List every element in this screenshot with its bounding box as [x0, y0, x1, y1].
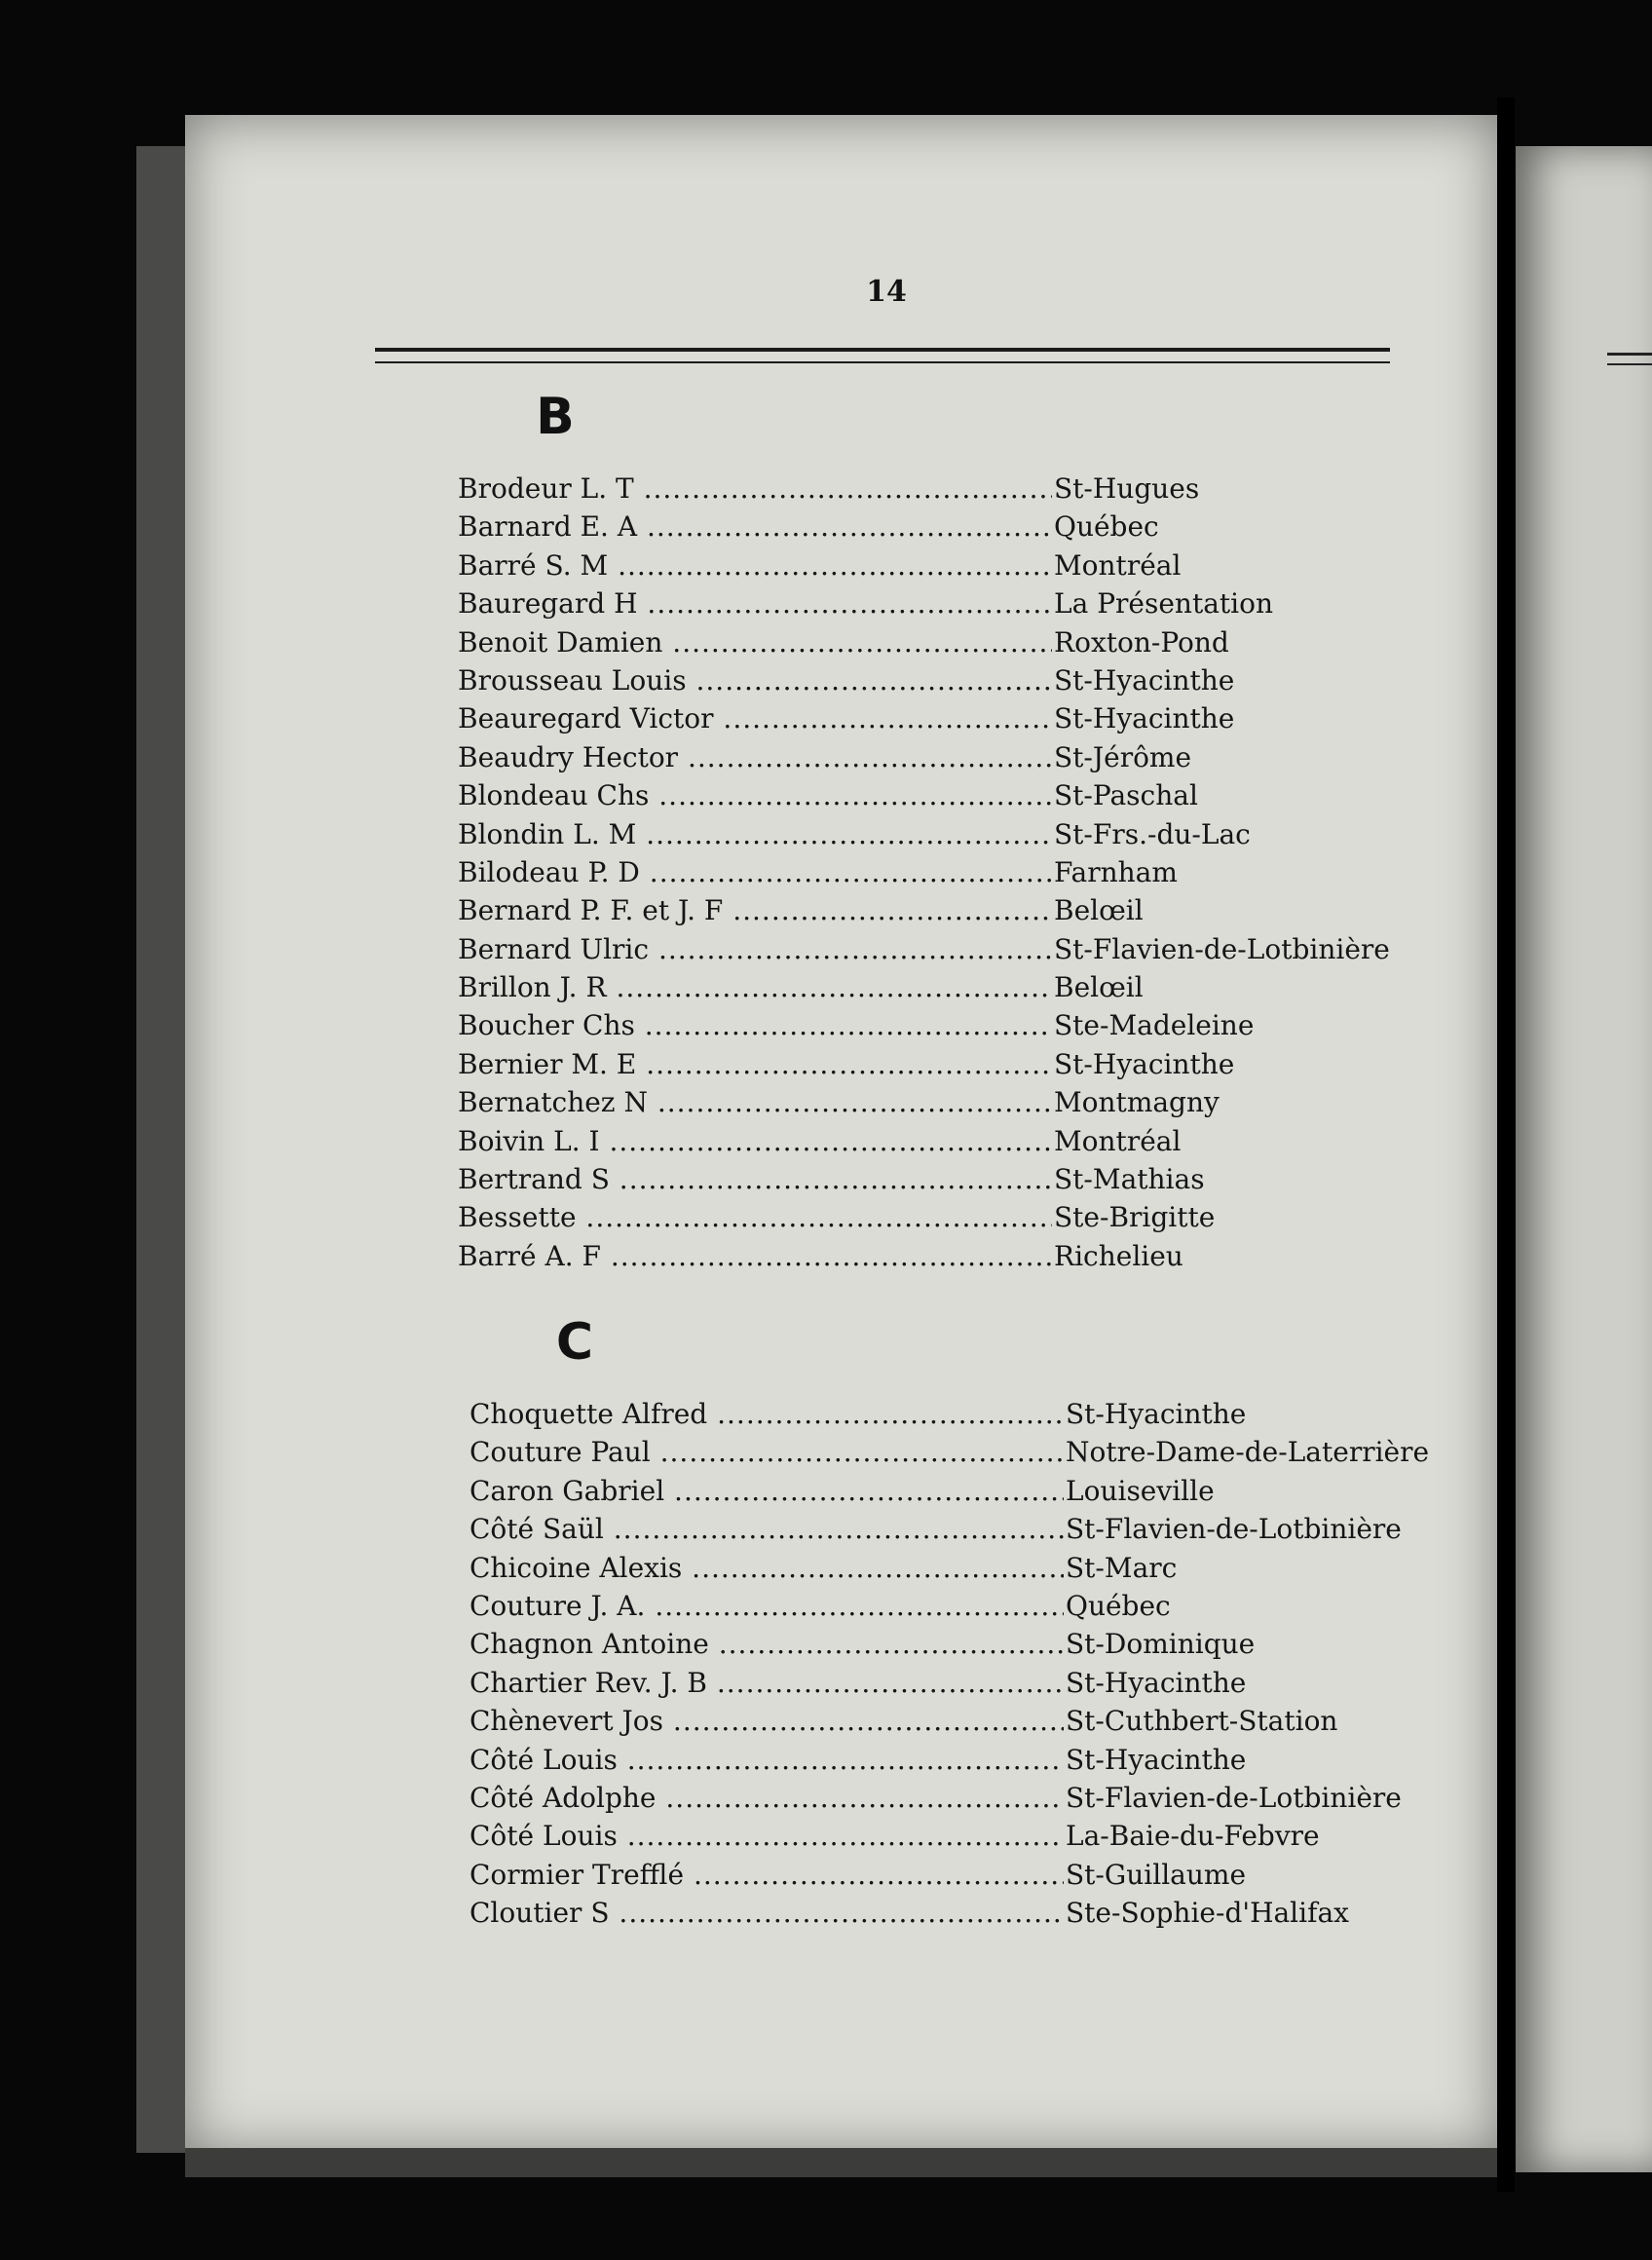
entry-place: Louiseville [1066, 1474, 1215, 1507]
entry-name: Bernier M. E ..... [458, 1045, 1052, 1083]
section-c-list [469, 1395, 1444, 1932]
list-item [458, 584, 1432, 622]
list-item [469, 1779, 1444, 1817]
entry-name: Chènevert Jos ..... [469, 1702, 1064, 1740]
entry-place: Montréal [1054, 1124, 1182, 1157]
entry-place: Montréal [1054, 548, 1182, 582]
entry-place: La-Baie-du-Febvre [1066, 1820, 1320, 1853]
list-item [458, 546, 1432, 584]
entry-name: Blondin L. M ..... [458, 815, 1052, 853]
list-item [458, 1083, 1432, 1121]
list-item [458, 815, 1432, 853]
list-item [469, 1625, 1444, 1663]
entry-name: Côté Adolphe ..... [469, 1779, 1064, 1817]
entry-place: Notre-Dame-de-Laterrière [1066, 1436, 1430, 1469]
entry-place: St-Hyacinthe [1054, 663, 1235, 697]
entry-name: Bilodeau P. D ..... [458, 853, 1052, 891]
entry-place: La Présentation [1054, 587, 1273, 621]
entry-name: Boucher Chs ..... [458, 1006, 1052, 1044]
entry-name: Bernard Ulric ..... [458, 930, 1052, 968]
entry-name: Beauregard Victor ..... [458, 699, 1052, 737]
entry-place: Montmagny [1054, 1086, 1220, 1119]
book-gutter [1497, 97, 1515, 2192]
entry-place: St-Guillaume [1066, 1858, 1247, 1891]
entry-place: St-Paschal [1054, 779, 1198, 812]
list-item [469, 1741, 1444, 1779]
entry-place: St-Flavien-de-Lotbinière [1066, 1781, 1402, 1814]
entry-place: Belœil [1054, 894, 1144, 927]
list-item [458, 699, 1432, 737]
entry-place: Ste-Brigitte [1054, 1201, 1216, 1234]
list-item [469, 1433, 1444, 1471]
entry-name: Barré S. M ..... [458, 546, 1052, 584]
list-item [458, 891, 1432, 929]
section-letter-c: C [555, 1313, 594, 1372]
page-edge-left [136, 146, 187, 2153]
entry-name: Barnard E. A ..... [458, 508, 1052, 546]
entry-name: Benoit Damien ..... [458, 623, 1052, 661]
section-letter-b: B [536, 388, 575, 446]
list-item [458, 623, 1432, 661]
entry-name: Côté Saül ..... [469, 1510, 1064, 1548]
adjacent-page-rule [1607, 353, 1652, 365]
list-item [469, 1856, 1444, 1894]
entry-name: Couture J. A. ..... [469, 1587, 1064, 1625]
entry-name: Bertrand S ..... [458, 1160, 1052, 1198]
entry-name: Brillon J. R ..... [458, 968, 1052, 1006]
entry-place: St-Frs.-du-Lac [1054, 817, 1251, 850]
entry-place: St-Flavien-de-Lotbinière [1066, 1513, 1402, 1546]
entry-name: Chartier Rev. J. B ..... [469, 1664, 1064, 1702]
list-item [469, 1395, 1444, 1433]
page-edge-bottom [185, 2148, 1500, 2177]
header-double-rule [375, 348, 1390, 363]
list-item [458, 470, 1432, 508]
list-item [458, 1198, 1432, 1236]
list-item [458, 738, 1432, 776]
list-item [458, 508, 1432, 546]
entry-place: Québec [1066, 1589, 1171, 1622]
entry-place: St-Dominique [1066, 1628, 1256, 1661]
entry-place: St-Hyacinthe [1054, 702, 1235, 735]
list-item [458, 1045, 1432, 1083]
entry-place: Ste-Sophie-d'Halifax [1066, 1897, 1349, 1930]
entry-name: Brodeur L. T ..... [458, 470, 1052, 508]
list-item [469, 1472, 1444, 1510]
entry-name: Côté Louis ..... [469, 1817, 1064, 1855]
list-item [469, 1664, 1444, 1702]
entry-place: Farnham [1054, 855, 1178, 888]
entry-place: St-Hyacinthe [1066, 1666, 1247, 1699]
entry-place: St-Mathias [1054, 1163, 1205, 1196]
entry-name: Beaudry Hector ..... [458, 738, 1052, 776]
list-item [469, 1587, 1444, 1625]
entry-place: Ste-Madeleine [1054, 1009, 1255, 1042]
adjacent-page [1516, 146, 1652, 2172]
entry-name: Choquette Alfred ..... [469, 1395, 1064, 1433]
entry-name: Blondeau Chs ..... [458, 776, 1052, 814]
list-item [458, 1237, 1432, 1275]
list-item [458, 1006, 1432, 1044]
list-item [458, 853, 1432, 891]
list-item [458, 1122, 1432, 1160]
entry-name: Caron Gabriel ..... [469, 1472, 1064, 1510]
entry-name: Barré A. F ..... [458, 1237, 1052, 1275]
entry-name: Boivin L. I ..... [458, 1122, 1052, 1160]
entry-name: Bauregard H ..... [458, 584, 1052, 622]
list-item [458, 661, 1432, 699]
entry-name: Brousseau Louis ..... [458, 661, 1052, 699]
entry-name: Bessette ..... [458, 1198, 1052, 1236]
list-item [469, 1894, 1444, 1932]
entry-name: Cloutier S ..... [469, 1894, 1064, 1932]
entry-place: St-Flavien-de-Lotbinière [1054, 932, 1390, 965]
entry-place: Richelieu [1054, 1239, 1183, 1272]
list-item [469, 1702, 1444, 1740]
entry-place: St-Hyacinthe [1066, 1743, 1247, 1776]
list-item [458, 1160, 1432, 1198]
entry-place: St-Marc [1066, 1551, 1178, 1584]
list-item [469, 1510, 1444, 1548]
list-item [469, 1817, 1444, 1855]
section-b-list [458, 470, 1432, 1275]
list-item [458, 968, 1432, 1006]
entry-name: Chicoine Alexis ..... [469, 1549, 1064, 1587]
entry-place: St-Cuthbert-Station [1066, 1705, 1338, 1738]
list-item [469, 1549, 1444, 1587]
entry-name: Bernatchez N ..... [458, 1083, 1052, 1121]
entry-place: St-Hyacinthe [1066, 1398, 1247, 1430]
entry-place: St-Hyacinthe [1054, 1047, 1235, 1080]
entry-place: Belœil [1054, 971, 1144, 1004]
entry-name: Bernard P. F. et J. F ..... [458, 891, 1052, 929]
entry-name: Chagnon Antoine ..... [469, 1625, 1064, 1663]
entry-name: Côté Louis ..... [469, 1741, 1064, 1779]
list-item [458, 776, 1432, 814]
entry-place: Québec [1054, 510, 1159, 544]
entry-place: St-Hugues [1054, 472, 1200, 505]
page-number: 14 [866, 275, 907, 309]
entry-place: Roxton-Pond [1054, 625, 1229, 659]
entry-place: St-Jérôme [1054, 740, 1192, 773]
entry-name: Cormier Trefflé ..... [469, 1856, 1064, 1894]
list-item [458, 930, 1432, 968]
entry-name: Couture Paul ..... [469, 1433, 1064, 1471]
